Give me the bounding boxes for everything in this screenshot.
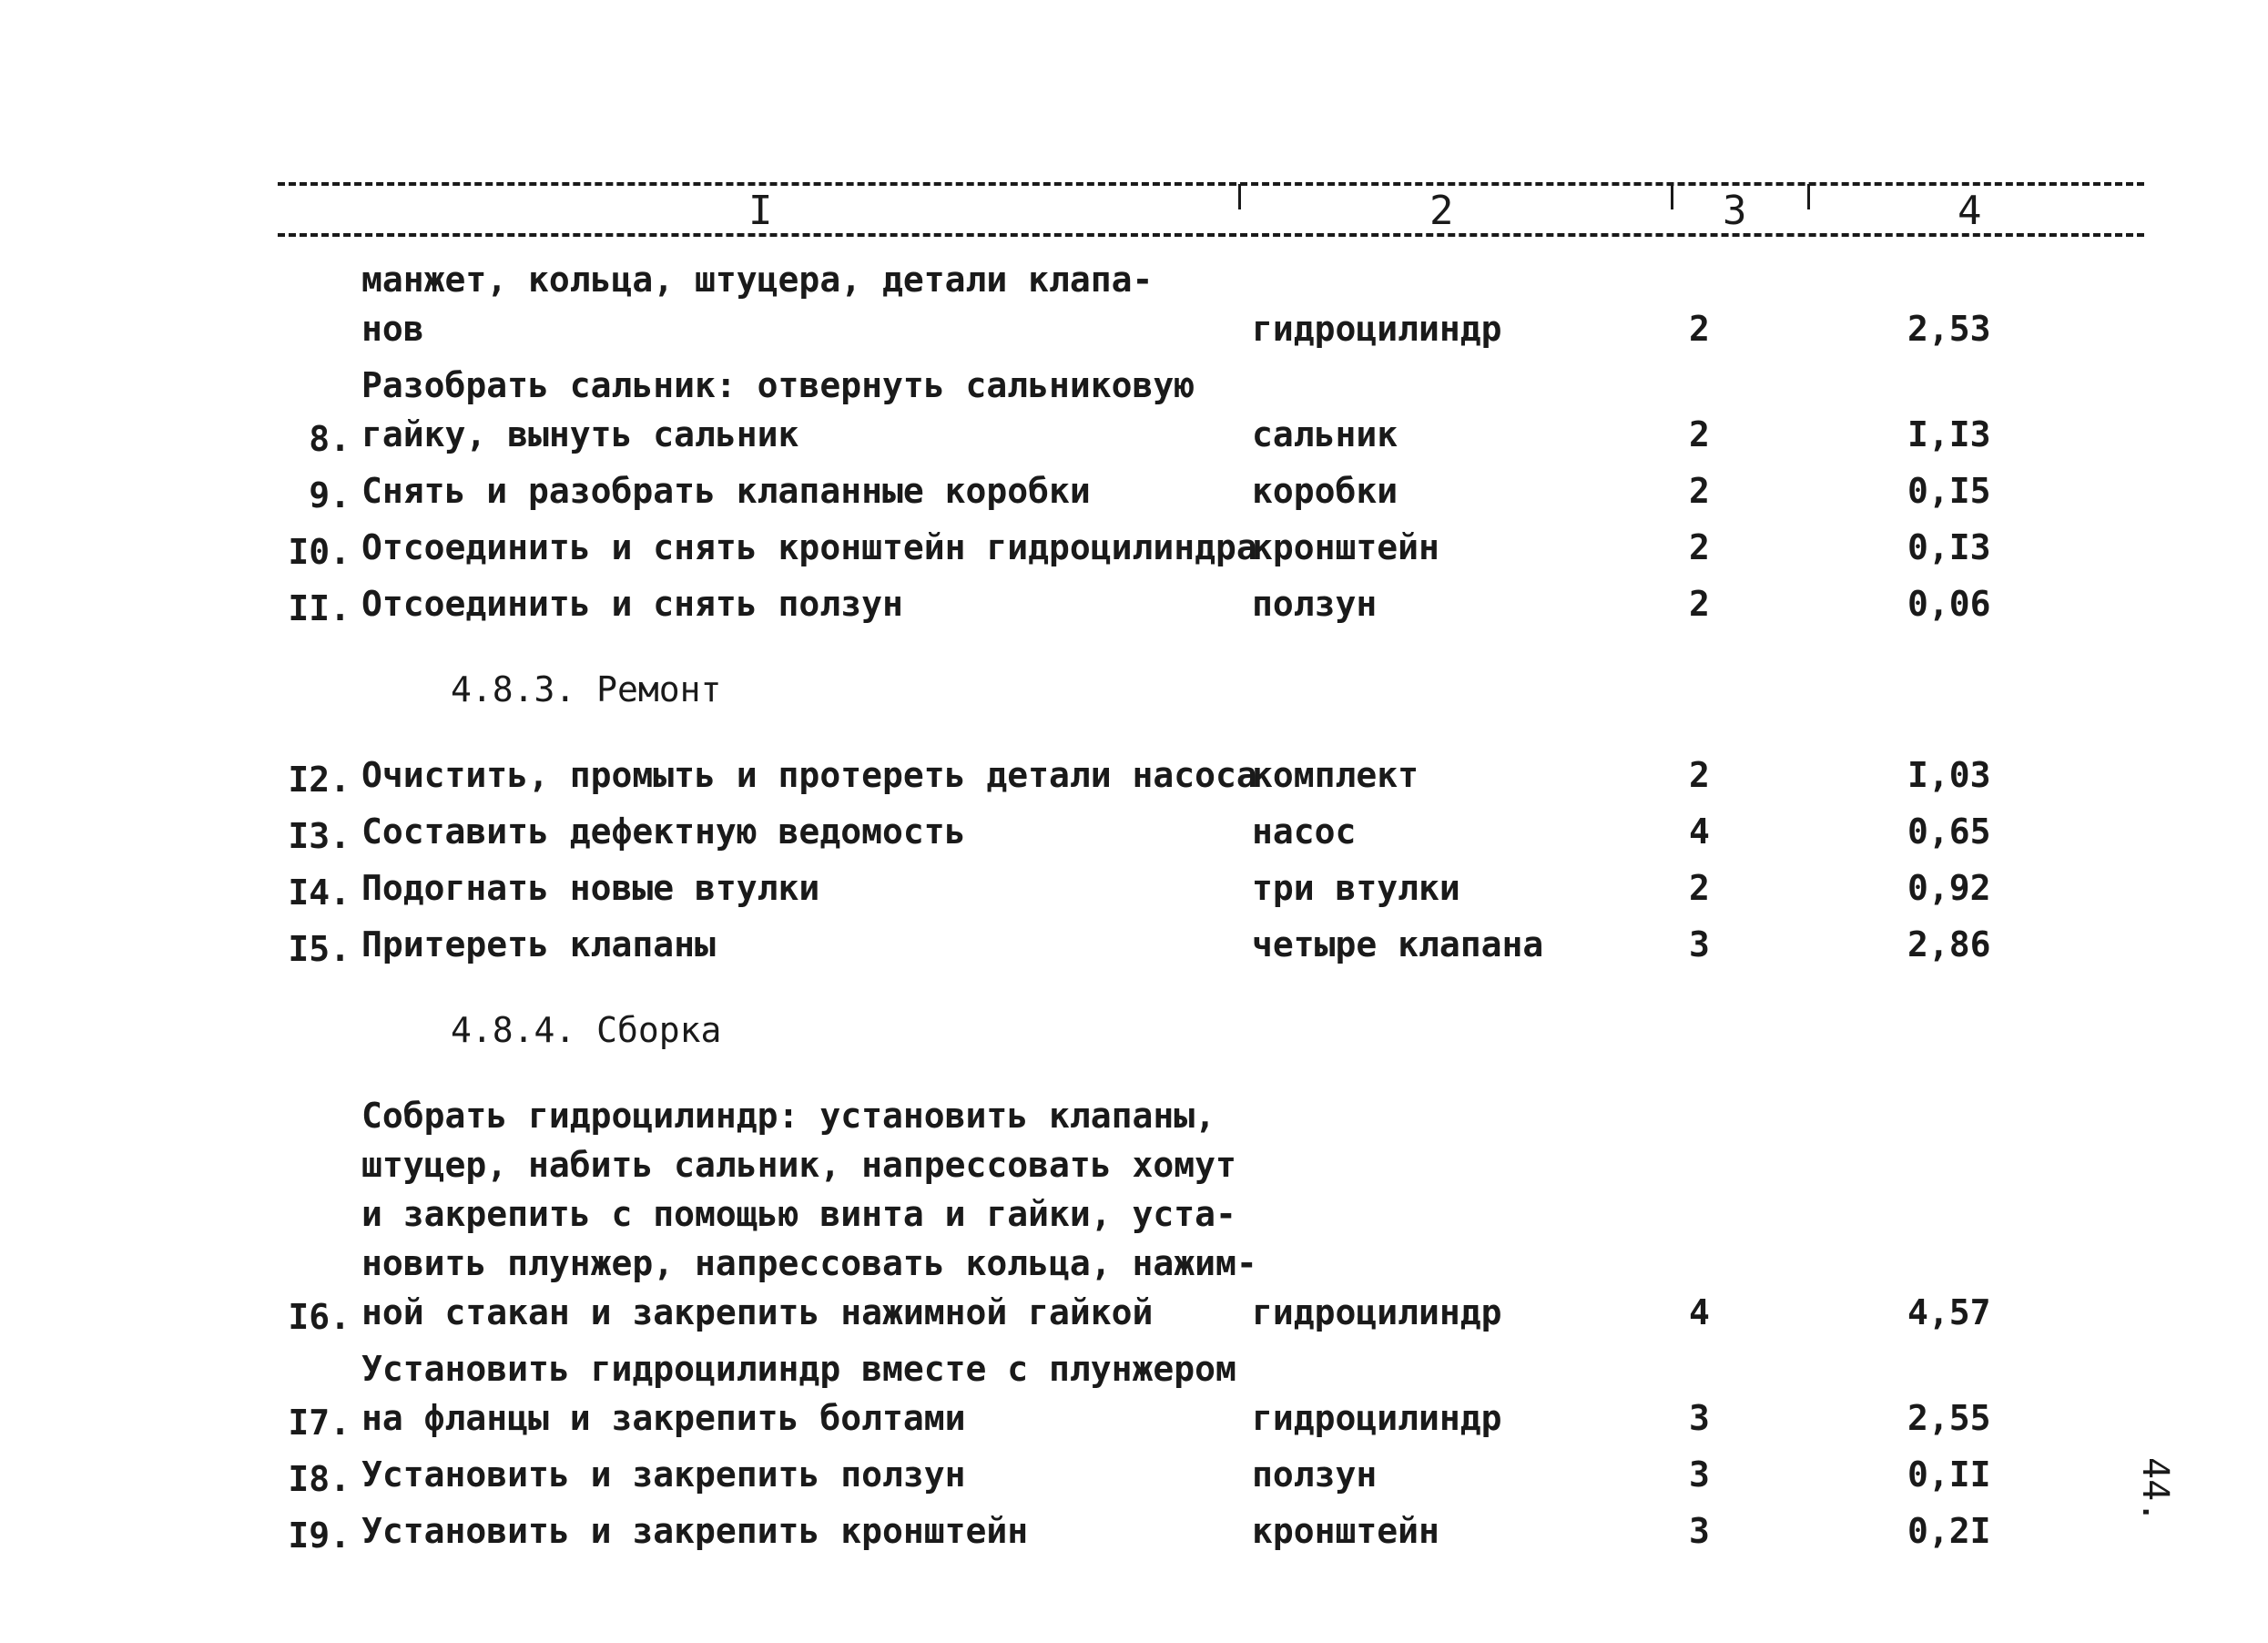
operation-time-norm: 0,I3	[1907, 527, 1991, 567]
operation-number: I2.	[288, 760, 351, 800]
page-number: 44.	[2134, 1457, 2176, 1524]
section-heading-repair: 4.8.3. Ремонт	[451, 669, 722, 709]
column-separator	[1238, 184, 1241, 209]
operation-description	[351, 920, 1252, 969]
description-line: Установить гидроцилиндр вместе с плунжером	[361, 1349, 1236, 1389]
operation-number: I8.	[288, 1459, 351, 1499]
operation-time-norm: 0,II	[1907, 1454, 1991, 1495]
section-heading-assembly: 4.8.4. Сборка	[451, 1010, 722, 1050]
operation-time-norm: 2,55	[1907, 1398, 1991, 1438]
description-line: Отсоединить и снять ползун	[361, 584, 903, 624]
operation-unit: кронштейн	[1252, 1511, 1439, 1551]
description-line: нов	[361, 309, 424, 349]
operation-time-norm: 2,53	[1907, 309, 1991, 349]
column-header-1: I	[748, 188, 773, 234]
operation-unit: ползун	[1252, 584, 1378, 624]
operation-category: 3	[1689, 1454, 1710, 1495]
table-row	[264, 1091, 2131, 1337]
operation-unit: гидроцилиндр	[1252, 1292, 1502, 1332]
description-line: и закрепить с помощью винта и гайки, уста-	[361, 1194, 1236, 1234]
operation-category: 4	[1689, 1292, 1710, 1332]
table-row	[264, 255, 2131, 353]
operation-number: I9.	[288, 1515, 351, 1556]
operation-number: I5.	[288, 929, 351, 969]
operation-description	[351, 750, 1257, 800]
operations-group-disassembly	[264, 255, 2131, 628]
operation-description	[351, 579, 1252, 628]
operation-category: 3	[1689, 1511, 1710, 1551]
operation-description	[351, 1091, 1257, 1337]
column-header-2: 2	[1429, 188, 1454, 234]
table-row	[264, 863, 2131, 913]
operation-category: 2	[1689, 414, 1710, 454]
operation-time-norm: 0,65	[1907, 811, 1991, 852]
operation-unit: три втулки	[1252, 868, 1460, 908]
description-line: Отсоединить и снять кронштейн гидроцилиндра	[361, 527, 1257, 567]
header-bottom-rule	[278, 233, 2144, 237]
operation-time-norm: 4,57	[1907, 1292, 1991, 1332]
description-line: гайку, вынуть сальник	[361, 414, 799, 454]
operation-description	[351, 863, 1252, 913]
operation-description	[351, 1344, 1252, 1443]
column-separator	[1671, 184, 1673, 209]
operation-time-norm: 0,06	[1907, 584, 1991, 624]
table-row	[264, 1450, 2131, 1499]
operation-category: 3	[1689, 924, 1710, 964]
operation-category: 2	[1689, 471, 1710, 511]
description-line: Подогнать новые втулки	[361, 868, 820, 908]
operation-number: I3.	[288, 816, 351, 856]
operations-group-repair	[264, 750, 2131, 969]
operation-category: 3	[1689, 1398, 1710, 1438]
operation-unit: коробки	[1252, 471, 1398, 511]
description-line: на фланцы и закрепить болтами	[361, 1398, 966, 1438]
operation-description	[351, 1450, 1252, 1499]
operation-description	[351, 807, 1252, 856]
operation-description	[351, 523, 1257, 572]
description-line: Собрать гидроцилиндр: установить клапаны,	[361, 1096, 1215, 1136]
table-row	[264, 1344, 2131, 1443]
table-row	[264, 361, 2131, 459]
operation-time-norm: 2,86	[1907, 924, 1991, 964]
operation-category: 2	[1689, 868, 1710, 908]
operation-time-norm: I,03	[1907, 755, 1991, 795]
operation-description	[351, 466, 1252, 515]
operation-category: 4	[1689, 811, 1710, 852]
operation-unit: кронштейн	[1252, 527, 1439, 567]
operation-description	[351, 361, 1252, 459]
operation-unit: четыре клапана	[1252, 924, 1544, 964]
description-line: штуцер, набить сальник, напрессовать хомут	[361, 1145, 1236, 1185]
operation-description	[351, 255, 1252, 353]
operation-category: 2	[1689, 584, 1710, 624]
description-line: новить плунжер, напрессовать кольца, нажим-	[361, 1243, 1257, 1283]
operation-number: I0.	[288, 532, 351, 572]
operation-category: 2	[1689, 309, 1710, 349]
operation-unit: гидроцилиндр	[1252, 1398, 1502, 1438]
operation-unit: комплект	[1252, 755, 1419, 795]
description-line: Снять и разобрать клапанные коробки	[361, 471, 1091, 511]
column-header-3: 3	[1723, 188, 1747, 234]
column-separator	[1807, 184, 1810, 209]
operation-number: I6.	[288, 1297, 351, 1337]
description-line: Очистить, промыть и протереть детали насоса	[361, 755, 1257, 795]
description-line: Составить дефектную ведомость	[361, 811, 966, 852]
column-header-4: 4	[1958, 188, 1982, 234]
header-top-rule	[278, 182, 2144, 186]
operation-unit: насос	[1252, 811, 1357, 852]
operation-number: 8.	[309, 419, 351, 459]
table-row	[264, 466, 2131, 515]
operation-time-norm: I,I3	[1907, 414, 1991, 454]
operation-description	[351, 1506, 1252, 1556]
operation-category: 2	[1689, 527, 1710, 567]
operation-unit: гидроцилиндр	[1252, 309, 1502, 349]
description-line: манжет, кольца, штуцера, детали клапа-	[361, 260, 1154, 300]
operation-time-norm: 0,2I	[1907, 1511, 1991, 1551]
table-row	[264, 750, 2131, 800]
table-row	[264, 807, 2131, 856]
operation-number: II.	[288, 588, 351, 628]
operations-group-assembly	[264, 1091, 2131, 1556]
operation-number: I4.	[288, 873, 351, 913]
table-row	[264, 1506, 2131, 1556]
table-row	[264, 579, 2131, 628]
operation-category: 2	[1689, 755, 1710, 795]
description-line: ной стакан и закрепить нажимной гайкой	[361, 1292, 1154, 1332]
operation-time-norm: 0,92	[1907, 868, 1991, 908]
operation-unit: ползун	[1252, 1454, 1378, 1495]
operation-number: I7.	[288, 1403, 351, 1443]
description-line: Установить и закрепить кронштейн	[361, 1511, 1029, 1551]
operation-number: 9.	[309, 475, 351, 515]
table-row	[264, 523, 2131, 572]
description-line: Разобрать сальник: отвернуть сальниковую	[361, 365, 1195, 405]
description-line: Притереть клапаны	[361, 924, 716, 964]
table-row	[264, 920, 2131, 969]
table-body	[264, 255, 2131, 1563]
operation-time-norm: 0,I5	[1907, 471, 1991, 511]
operation-unit: сальник	[1252, 414, 1398, 454]
description-line: Установить и закрепить ползун	[361, 1454, 966, 1495]
